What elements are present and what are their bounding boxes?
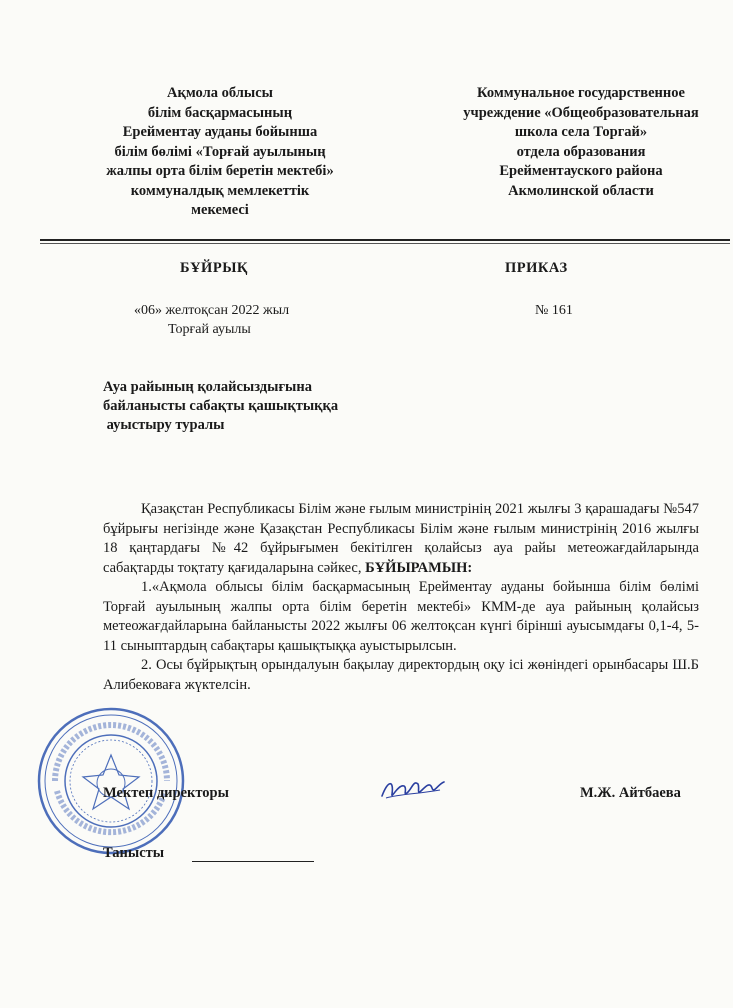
- order-number: № 161: [535, 303, 573, 318]
- header-right-line: школа села Торгай»: [514, 124, 648, 140]
- subject-line: байланысты сабақты қашықтыққа: [103, 398, 339, 414]
- director-name: М.Ж. Айтбаева: [580, 785, 681, 801]
- subject-line: Ауа райының қолайсыздығына: [103, 379, 312, 395]
- header-left-line: білім бөлімі «Торғай ауылының: [114, 143, 326, 160]
- document-title-ru: ПРИКАЗ: [505, 260, 568, 276]
- order-place: Торғай ауылы: [168, 322, 251, 337]
- header-divider: [40, 239, 730, 241]
- document-title-kz: БҰЙРЫҚ: [180, 260, 248, 276]
- header-left-line: Ерейментау ауданы бойынша: [122, 124, 318, 140]
- acknowledged-label: Танысты: [103, 845, 165, 861]
- header-right-line: Акмолинской области: [508, 182, 654, 199]
- order-word: БҰЙЫРАМЫН:: [365, 559, 473, 576]
- preamble-text: Қазақстан Республикасы Білім және ғылым министрінің 2021 жылғы 3 қарашадағы №547 бұйрығы негізінде және Қазақстан Республикасы Білім және ғылым министрінің 2016 жылғы 18 қаңтардағы №42 бұйрығымен бекітілген қолайсыз ауа райы метеожағдайларында сабақтарды тоқтату қағидаларына сәйкес,: [103, 501, 699, 576]
- stamp-seal-icon: [35, 705, 187, 857]
- header-left-line: Ақмола облысы: [167, 85, 273, 101]
- header-left-line: мекемесі: [191, 202, 249, 218]
- header-divider-thin: [40, 243, 730, 244]
- header-left-line: білім басқармасының: [147, 104, 293, 121]
- header-right-line: Коммунальное государственное: [477, 85, 685, 101]
- handwritten-signature-icon: [378, 774, 448, 804]
- header-right-line: отдела образования: [516, 143, 646, 160]
- header-right: [420, 84, 733, 201]
- order-date: «06» желтоқсан 2022 жыл: [134, 303, 290, 318]
- header-left: [60, 84, 380, 221]
- header-right-line: Ерейментауского района: [499, 163, 663, 179]
- acknowledged-line: [192, 861, 314, 862]
- preamble-paragraph: [103, 500, 699, 578]
- order-body: [103, 500, 699, 695]
- signature-label: Мектеп директоры: [103, 785, 229, 801]
- order-subject: [103, 378, 403, 435]
- subject-line: ауыстыру туралы: [103, 417, 225, 433]
- header-right-line: учреждение «Общеобразовательная: [463, 104, 699, 121]
- header-left-line: жалпы орта білім беретін мектебі»: [106, 163, 334, 179]
- header-left-line: коммуналдық мемлекеттік: [130, 182, 310, 199]
- order-item-2: 2. Осы бұйрықтың орындалуын бақылау директордың оқу ісі жөніндегі орынбасары Ш.Б Алибековаға жүктелсін.: [103, 657, 699, 693]
- order-item-1: 1.«Ақмола облысы білім басқармасының Ерейментау ауданы бойынша білім бөлімі Торғай ауылының жалпы орта білім беретін мектебі» КММ-де ауа райының қолайсыз метеожағдайларына байланысты 2022 жылғы 06 желтоқсан күнгі бірінші ауысымдағы 0,1-4, 5-11 сыныптардың сабақтары қашықтыққа ауыстырылсын.: [103, 579, 699, 654]
